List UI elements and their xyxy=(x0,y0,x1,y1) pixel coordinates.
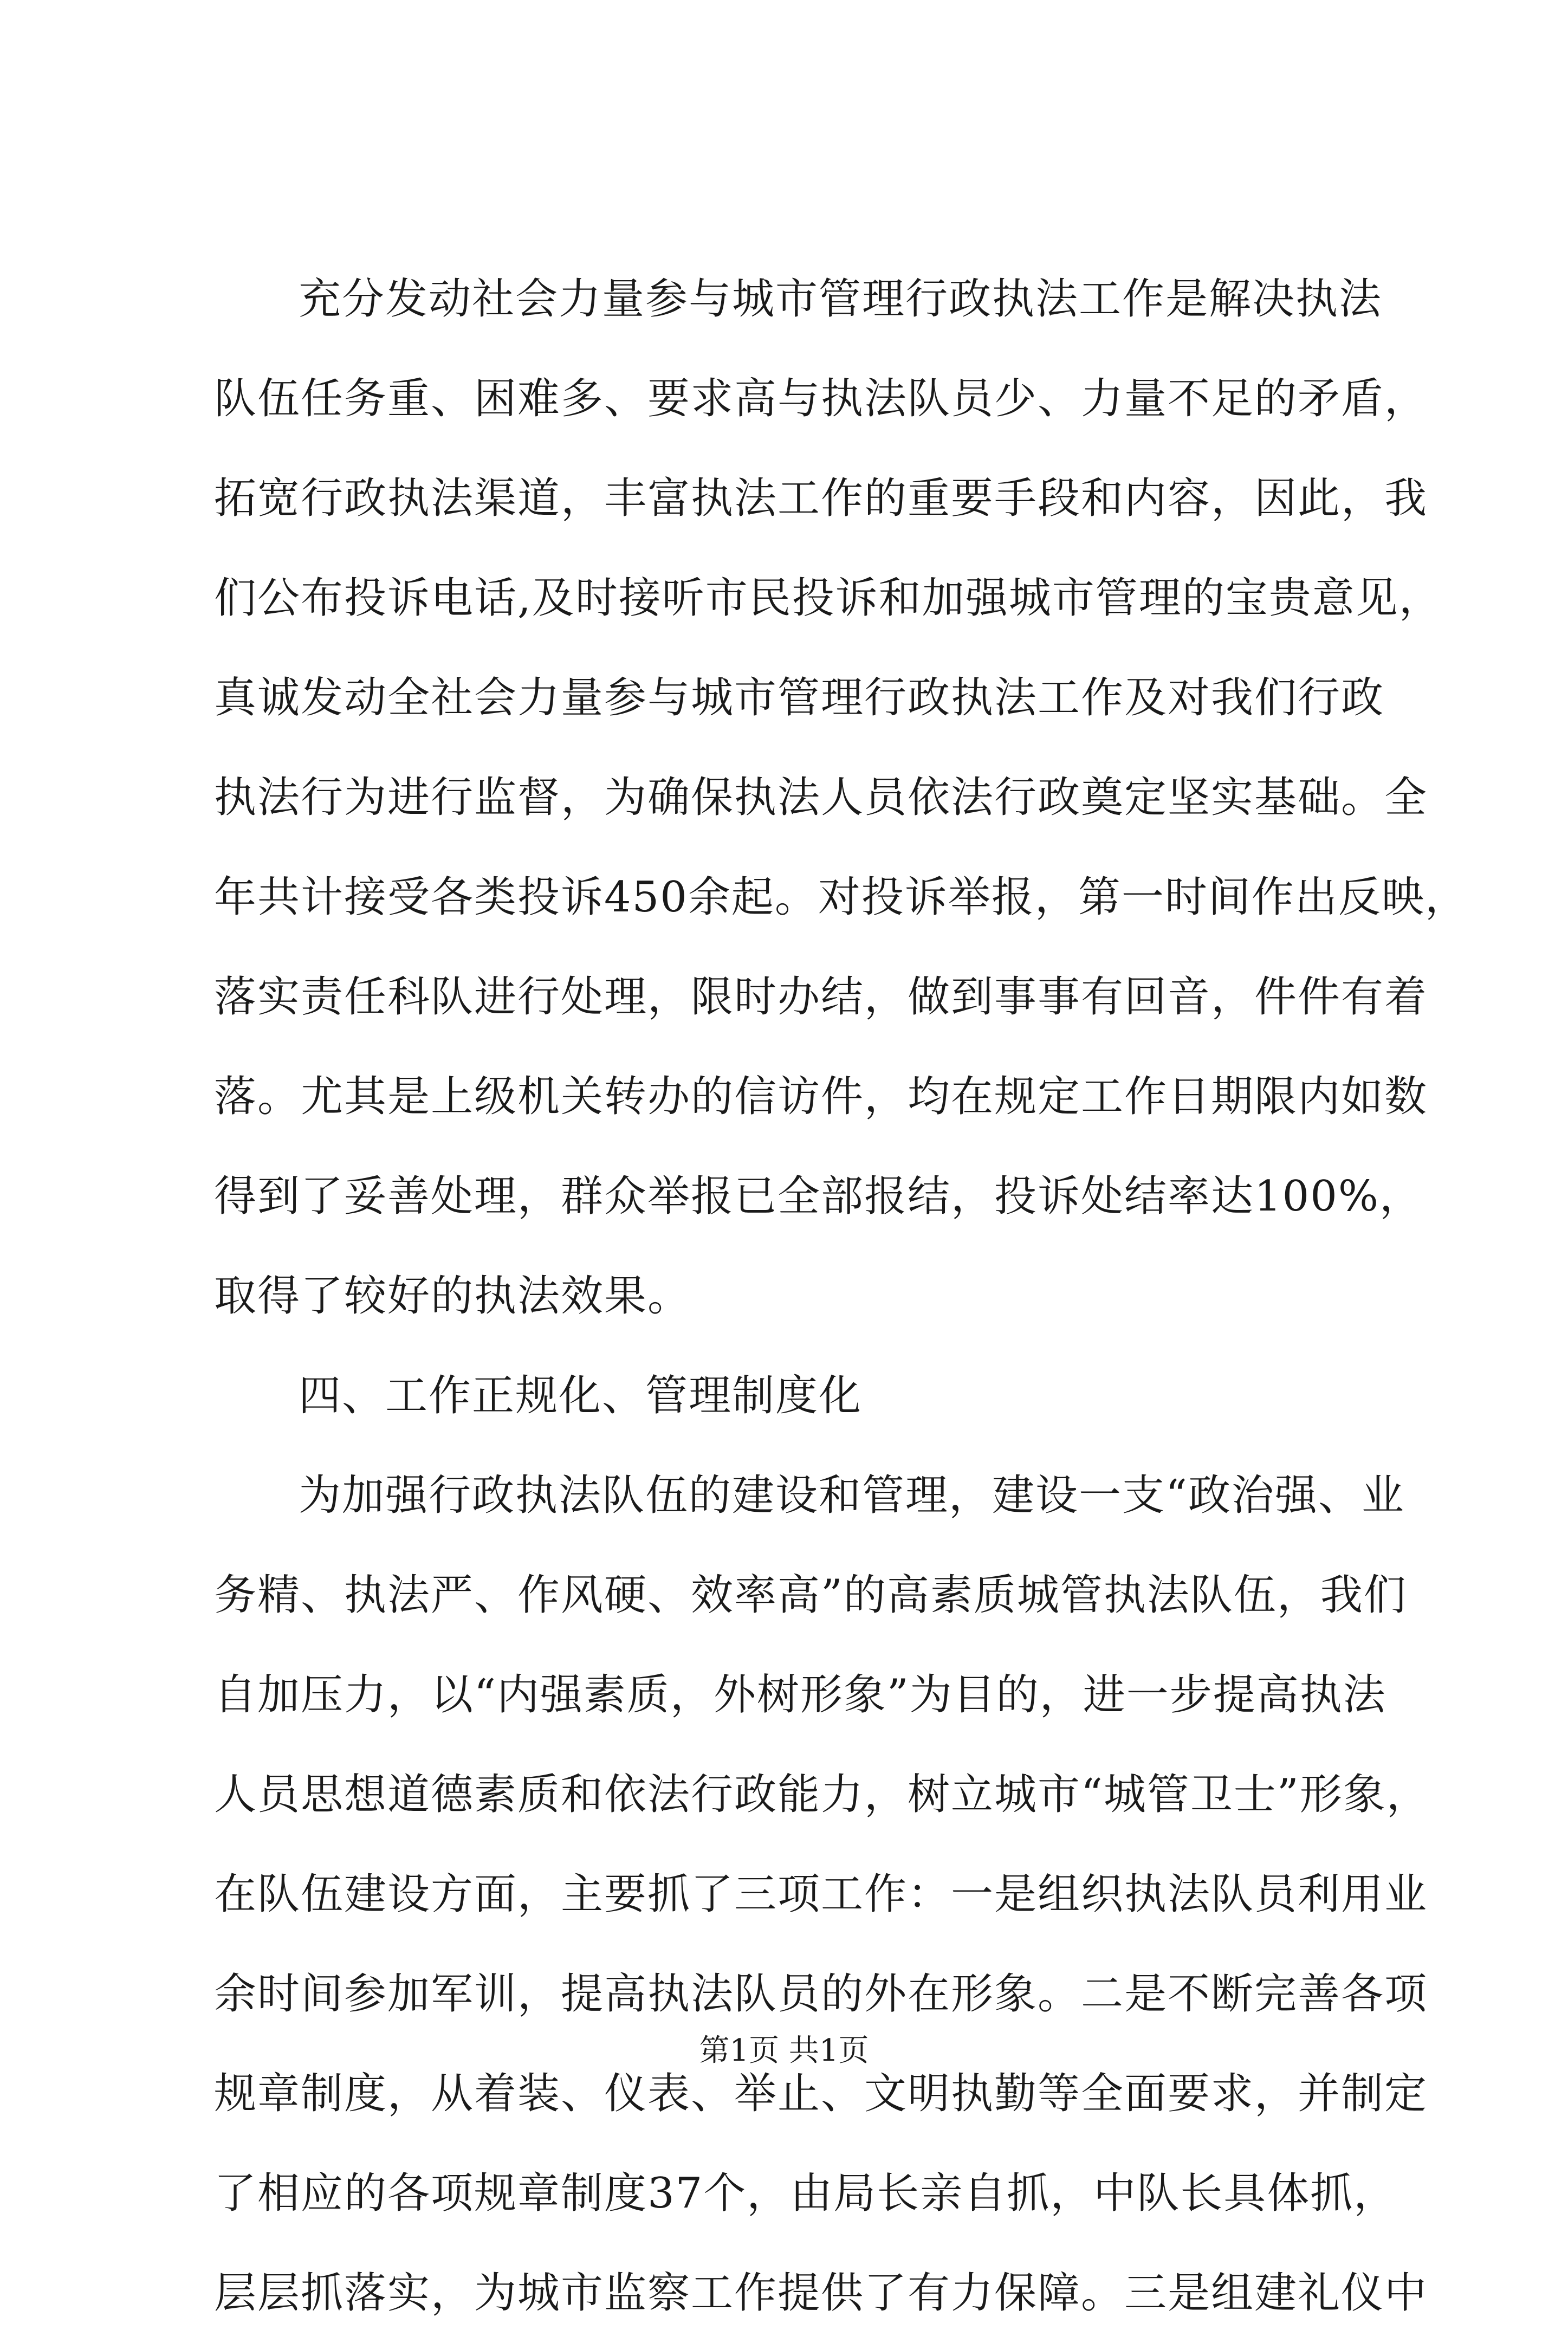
paragraph-line: 自加压力，以“内强素质，外树形象”为目的，进一步提高执法 xyxy=(214,1671,1386,1719)
paragraph-line: 年共计接受各类投诉450余起。对投诉举报，第一时间作出反映， xyxy=(214,873,1468,922)
paragraph-line: 队伍任务重、困难多、要求高与执法队员少、力量不足的矛盾， xyxy=(214,374,1428,423)
paragraph-line: 充分发动社会力量参与城市管理行政执法工作是解决执法 xyxy=(299,275,1383,323)
paragraph-line: 们公布投诉电话,及时接听市民投诉和加强城市管理的宝贵意见， xyxy=(214,574,1442,623)
paragraph-line: 拓宽行政执法渠道，丰富执法工作的重要手段和内容，因此，我 xyxy=(214,474,1428,523)
paragraph-line: 了相应的各项规章制度37个，由局长亲自抓，中队长具体抓， xyxy=(214,2169,1397,2218)
section-heading: 四、工作正规化、管理制度化 xyxy=(299,1371,863,1420)
page-footer: 第1页 共1页 xyxy=(699,2033,869,2068)
paragraph-line: 人员思想道德素质和依法行政能力，树立城市“城管卫士”形象， xyxy=(214,1770,1430,1819)
paragraph-line: 务精、执法严、作风硬、效率高”的高素质城管执法队伍，我们 xyxy=(214,1571,1407,1620)
paragraph-line: 落实责任科队进行处理，限时办结，做到事事有回音，件件有着 xyxy=(214,973,1428,1021)
paragraph-line: 余时间参加军训，提高执法队员的外在形象。二是不断完善各项 xyxy=(214,1970,1428,2018)
paragraph-line: 在队伍建设方面，主要抓了三项工作：一是组织执法队员利用业 xyxy=(214,1870,1428,1919)
paragraph-line: 为加强行政执法队伍的建设和管理，建设一支“政治强、业 xyxy=(299,1471,1405,1520)
paragraph-line: 得到了妥善处理，群众举报已全部报结，投诉处结率达100%， xyxy=(214,1172,1423,1221)
paragraph-line: 取得了较好的执法效果。 xyxy=(214,1272,691,1321)
paragraph-line: 规章制度，从着装、仪表、举止、文明执勤等全面要求，并制定 xyxy=(214,2069,1428,2118)
paragraph-line: 层层抓落实，为城市监察工作提供了有力保障。三是组建礼仪中 xyxy=(214,2269,1428,2318)
paragraph-line: 真诚发动全社会力量参与城市管理行政执法工作及对我们行政 xyxy=(214,674,1385,722)
paragraph-line: 执法行为进行监督，为确保执法人员依法行政奠定坚实基础。全 xyxy=(214,773,1428,822)
paragraph-line: 落。尤其是上级机关转办的信访件，均在规定工作日期限内如数 xyxy=(214,1072,1428,1121)
